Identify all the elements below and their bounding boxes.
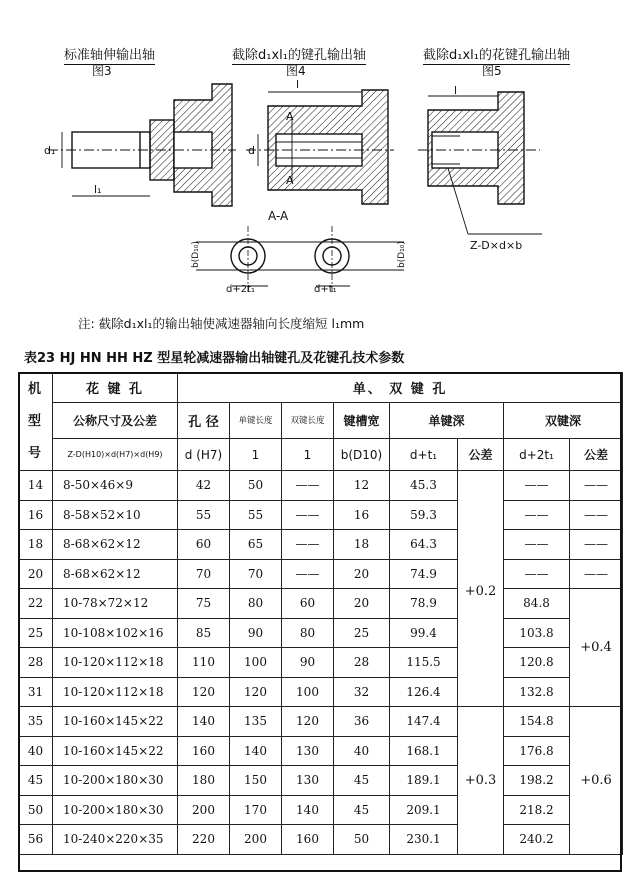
table-row xyxy=(19,530,623,560)
cell-d: 200 xyxy=(178,795,230,825)
figure4-caption: 截除d₁xl₁的键孔输出轴 xyxy=(232,48,366,63)
cell-l1: 120 xyxy=(230,677,282,707)
cell-double-tol: —— xyxy=(570,500,623,530)
dim-l-fig4: l xyxy=(296,78,300,91)
cell-b: 45 xyxy=(334,766,390,796)
cell-model: 25 xyxy=(19,618,53,648)
table-row xyxy=(19,707,623,737)
cell-l1: 90 xyxy=(230,618,282,648)
table-row xyxy=(19,559,623,589)
header-slot-width: 键槽宽 xyxy=(334,403,390,439)
cell-l2: 140 xyxy=(282,795,334,825)
cell-d2t1: 132.8 xyxy=(504,677,570,707)
header-single-len-unit: 1 xyxy=(230,439,282,471)
cell-spec: 10-240×220×35 xyxy=(53,825,178,855)
cell-model: 22 xyxy=(19,589,53,619)
single-tolerance-b: +0.3 xyxy=(458,707,504,855)
table-row xyxy=(19,825,623,855)
cell-l1: 200 xyxy=(230,825,282,855)
cell-d: 160 xyxy=(178,736,230,766)
cell-d2t1: 84.8 xyxy=(504,589,570,619)
cell-b: 45 xyxy=(334,795,390,825)
dim-l1: l₁ xyxy=(94,183,102,196)
cell-d: 85 xyxy=(178,618,230,648)
cell-b: 28 xyxy=(334,648,390,678)
table-row xyxy=(19,618,623,648)
header-slot-unit: b(D10) xyxy=(334,439,390,471)
cell-dt1: 78.9 xyxy=(390,589,458,619)
cell-dt1: 59.3 xyxy=(390,500,458,530)
dim-d1: d₁ xyxy=(44,144,56,157)
table-row xyxy=(19,677,623,707)
cell-double-tol: —— xyxy=(570,471,623,501)
cell-spec: 10-108×102×16 xyxy=(53,618,178,648)
figure3-drawing xyxy=(48,84,236,206)
figure4-label: 图4 xyxy=(286,64,306,78)
cell-l1: 55 xyxy=(230,500,282,530)
cell-spec: 10-78×72×12 xyxy=(53,589,178,619)
cell-dt1: 126.4 xyxy=(390,677,458,707)
dim-b-left: b(D₁₀) xyxy=(191,241,201,268)
cell-dt1: 230.1 xyxy=(390,825,458,855)
drawing-note: 注: 截除d₁xl₁的输出轴使减速器轴向长度缩短 l₁mm xyxy=(78,316,365,331)
cell-b: 16 xyxy=(334,500,390,530)
cell-spec: 10-200×180×30 xyxy=(53,795,178,825)
cell-l2: 160 xyxy=(282,825,334,855)
header-double-length: 双键长度 xyxy=(282,403,334,439)
cell-d2t1: 103.8 xyxy=(504,618,570,648)
dim-dt1: d+t₁ xyxy=(314,284,337,295)
cell-d: 220 xyxy=(178,825,230,855)
table-row xyxy=(19,766,623,796)
cell-l2: 130 xyxy=(282,736,334,766)
cell-d2t1: —— xyxy=(504,559,570,589)
cell-d: 70 xyxy=(178,559,230,589)
cell-l1: 50 xyxy=(230,471,282,501)
section-mark-top: A xyxy=(286,110,294,123)
cell-d2t1: 218.2 xyxy=(504,795,570,825)
cell-d2t1: 120.8 xyxy=(504,648,570,678)
cell-spec: 10-160×145×22 xyxy=(53,707,178,737)
cell-double-tol: —— xyxy=(570,559,623,589)
cell-d: 75 xyxy=(178,589,230,619)
cell-b: 20 xyxy=(334,559,390,589)
header-model: 机 型 号 xyxy=(19,373,53,471)
cell-model: 14 xyxy=(19,471,53,501)
cell-l1: 70 xyxy=(230,559,282,589)
cell-l1: 100 xyxy=(230,648,282,678)
double-tolerance-a: +0.4 xyxy=(570,589,623,707)
header-d2t1: d+2t₁ xyxy=(504,439,570,471)
cell-model: 31 xyxy=(19,677,53,707)
cell-l1: 150 xyxy=(230,766,282,796)
dim-b-right: b(D₁₀) xyxy=(397,241,407,268)
cell-d2t1: —— xyxy=(504,500,570,530)
section-label: A-A xyxy=(268,209,289,223)
cell-b: 50 xyxy=(334,825,390,855)
cell-b: 12 xyxy=(334,471,390,501)
header-single-length: 单键长度 xyxy=(230,403,282,439)
cell-d: 42 xyxy=(178,471,230,501)
cell-d: 120 xyxy=(178,677,230,707)
cell-d: 60 xyxy=(178,530,230,560)
header-double-len-unit: 1 xyxy=(282,439,334,471)
cell-model: 28 xyxy=(19,648,53,678)
cell-model: 50 xyxy=(19,795,53,825)
cell-spec: 10-120×112×18 xyxy=(53,677,178,707)
cell-d2t1: 240.2 xyxy=(504,825,570,855)
header-single-tol: 公差 xyxy=(458,439,504,471)
cell-spec: 10-200×180×30 xyxy=(53,766,178,796)
cell-dt1: 64.3 xyxy=(390,530,458,560)
cell-dt1: 209.1 xyxy=(390,795,458,825)
cell-l1: 140 xyxy=(230,736,282,766)
cell-b: 25 xyxy=(334,618,390,648)
cell-d2t1: —— xyxy=(504,530,570,560)
cell-b: 40 xyxy=(334,736,390,766)
figure3-caption: 标准轴伸输出轴 xyxy=(64,48,156,63)
cell-l1: 170 xyxy=(230,795,282,825)
dim-l-fig5: l xyxy=(454,84,458,97)
cell-l2: —— xyxy=(282,530,334,560)
cell-l1: 65 xyxy=(230,530,282,560)
table-row xyxy=(19,736,623,766)
table-row xyxy=(19,648,623,678)
cell-d: 180 xyxy=(178,766,230,796)
cell-model: 16 xyxy=(19,500,53,530)
cell-l2: 60 xyxy=(282,589,334,619)
single-tolerance-a: +0.2 xyxy=(458,471,504,707)
cell-d2t1: —— xyxy=(504,471,570,501)
cell-dt1: 168.1 xyxy=(390,736,458,766)
cell-d2t1: 176.8 xyxy=(504,736,570,766)
figure3-label: 图3 xyxy=(92,64,112,78)
dim-d2t1: d+2t₁ xyxy=(226,284,256,295)
header-double-tol: 公差 xyxy=(570,439,623,471)
cell-l2: 80 xyxy=(282,618,334,648)
cell-l1: 80 xyxy=(230,589,282,619)
table-row xyxy=(19,471,623,501)
cell-dt1: 74.9 xyxy=(390,559,458,589)
cell-spec: 8-68×62×12 xyxy=(53,530,178,560)
cell-d: 110 xyxy=(178,648,230,678)
cell-model: 20 xyxy=(19,559,53,589)
cell-dt1: 147.4 xyxy=(390,707,458,737)
spline-label: Z-D×d×b xyxy=(470,239,523,252)
header-nominal: 公称尺寸及公差 xyxy=(53,403,178,439)
cell-dt1: 189.1 xyxy=(390,766,458,796)
section-mark-bottom: A xyxy=(286,174,294,187)
cell-b: 18 xyxy=(334,530,390,560)
cell-spec: 8-68×62×12 xyxy=(53,559,178,589)
cell-l2: —— xyxy=(282,559,334,589)
figure5-drawing xyxy=(418,92,542,234)
cell-model: 40 xyxy=(19,736,53,766)
header-double-depth: 双键深 xyxy=(504,403,623,439)
cell-spec: 10-120×112×18 xyxy=(53,648,178,678)
cell-spec: 10-160×145×22 xyxy=(53,736,178,766)
table-row xyxy=(19,500,623,530)
table-title: 表23 HJ HN HH HZ 型星轮减速器输出轴键孔及花键孔技术参数 xyxy=(24,351,405,366)
header-bore-unit: d (H7) xyxy=(178,439,230,471)
header-spline-hole: 花 键 孔 xyxy=(53,373,178,403)
cell-b: 20 xyxy=(334,589,390,619)
cell-l1: 135 xyxy=(230,707,282,737)
figure5-label: 图5 xyxy=(482,64,502,78)
cell-l2: 90 xyxy=(282,648,334,678)
cell-model: 35 xyxy=(19,707,53,737)
parameter-table xyxy=(18,372,623,855)
header-key-hole: 单、 双 键 孔 xyxy=(178,373,623,403)
cell-spec: 8-58×52×10 xyxy=(53,500,178,530)
cell-spec: 8-50×46×9 xyxy=(53,471,178,501)
table-row xyxy=(19,795,623,825)
cell-l2: 130 xyxy=(282,766,334,796)
technical-drawings xyxy=(0,0,637,310)
cell-b: 36 xyxy=(334,707,390,737)
cell-model: 18 xyxy=(19,530,53,560)
cell-l2: 120 xyxy=(282,707,334,737)
table-row xyxy=(19,589,623,619)
cell-model: 45 xyxy=(19,766,53,796)
cell-l2: —— xyxy=(282,471,334,501)
cell-b: 32 xyxy=(334,677,390,707)
cell-dt1: 45.3 xyxy=(390,471,458,501)
header-single-depth: 单键深 xyxy=(390,403,504,439)
header-dt1: d+t₁ xyxy=(390,439,458,471)
cell-l2: 100 xyxy=(282,677,334,707)
cell-double-tol: —— xyxy=(570,530,623,560)
cell-dt1: 99.4 xyxy=(390,618,458,648)
header-bore: 孔 径 xyxy=(178,403,230,439)
cell-dt1: 115.5 xyxy=(390,648,458,678)
cell-model: 56 xyxy=(19,825,53,855)
cell-d2t1: 154.8 xyxy=(504,707,570,737)
header-spline-spec: Z-D(H10)×d(H7)×d(H9) xyxy=(53,439,178,471)
figure5-caption: 截除d₁xl₁的花键孔输出轴 xyxy=(423,48,570,63)
double-tolerance-b: +0.6 xyxy=(570,707,623,855)
cell-d2t1: 198.2 xyxy=(504,766,570,796)
cell-d: 55 xyxy=(178,500,230,530)
cell-l2: —— xyxy=(282,500,334,530)
cell-d: 140 xyxy=(178,707,230,737)
dim-d: d xyxy=(248,144,255,157)
